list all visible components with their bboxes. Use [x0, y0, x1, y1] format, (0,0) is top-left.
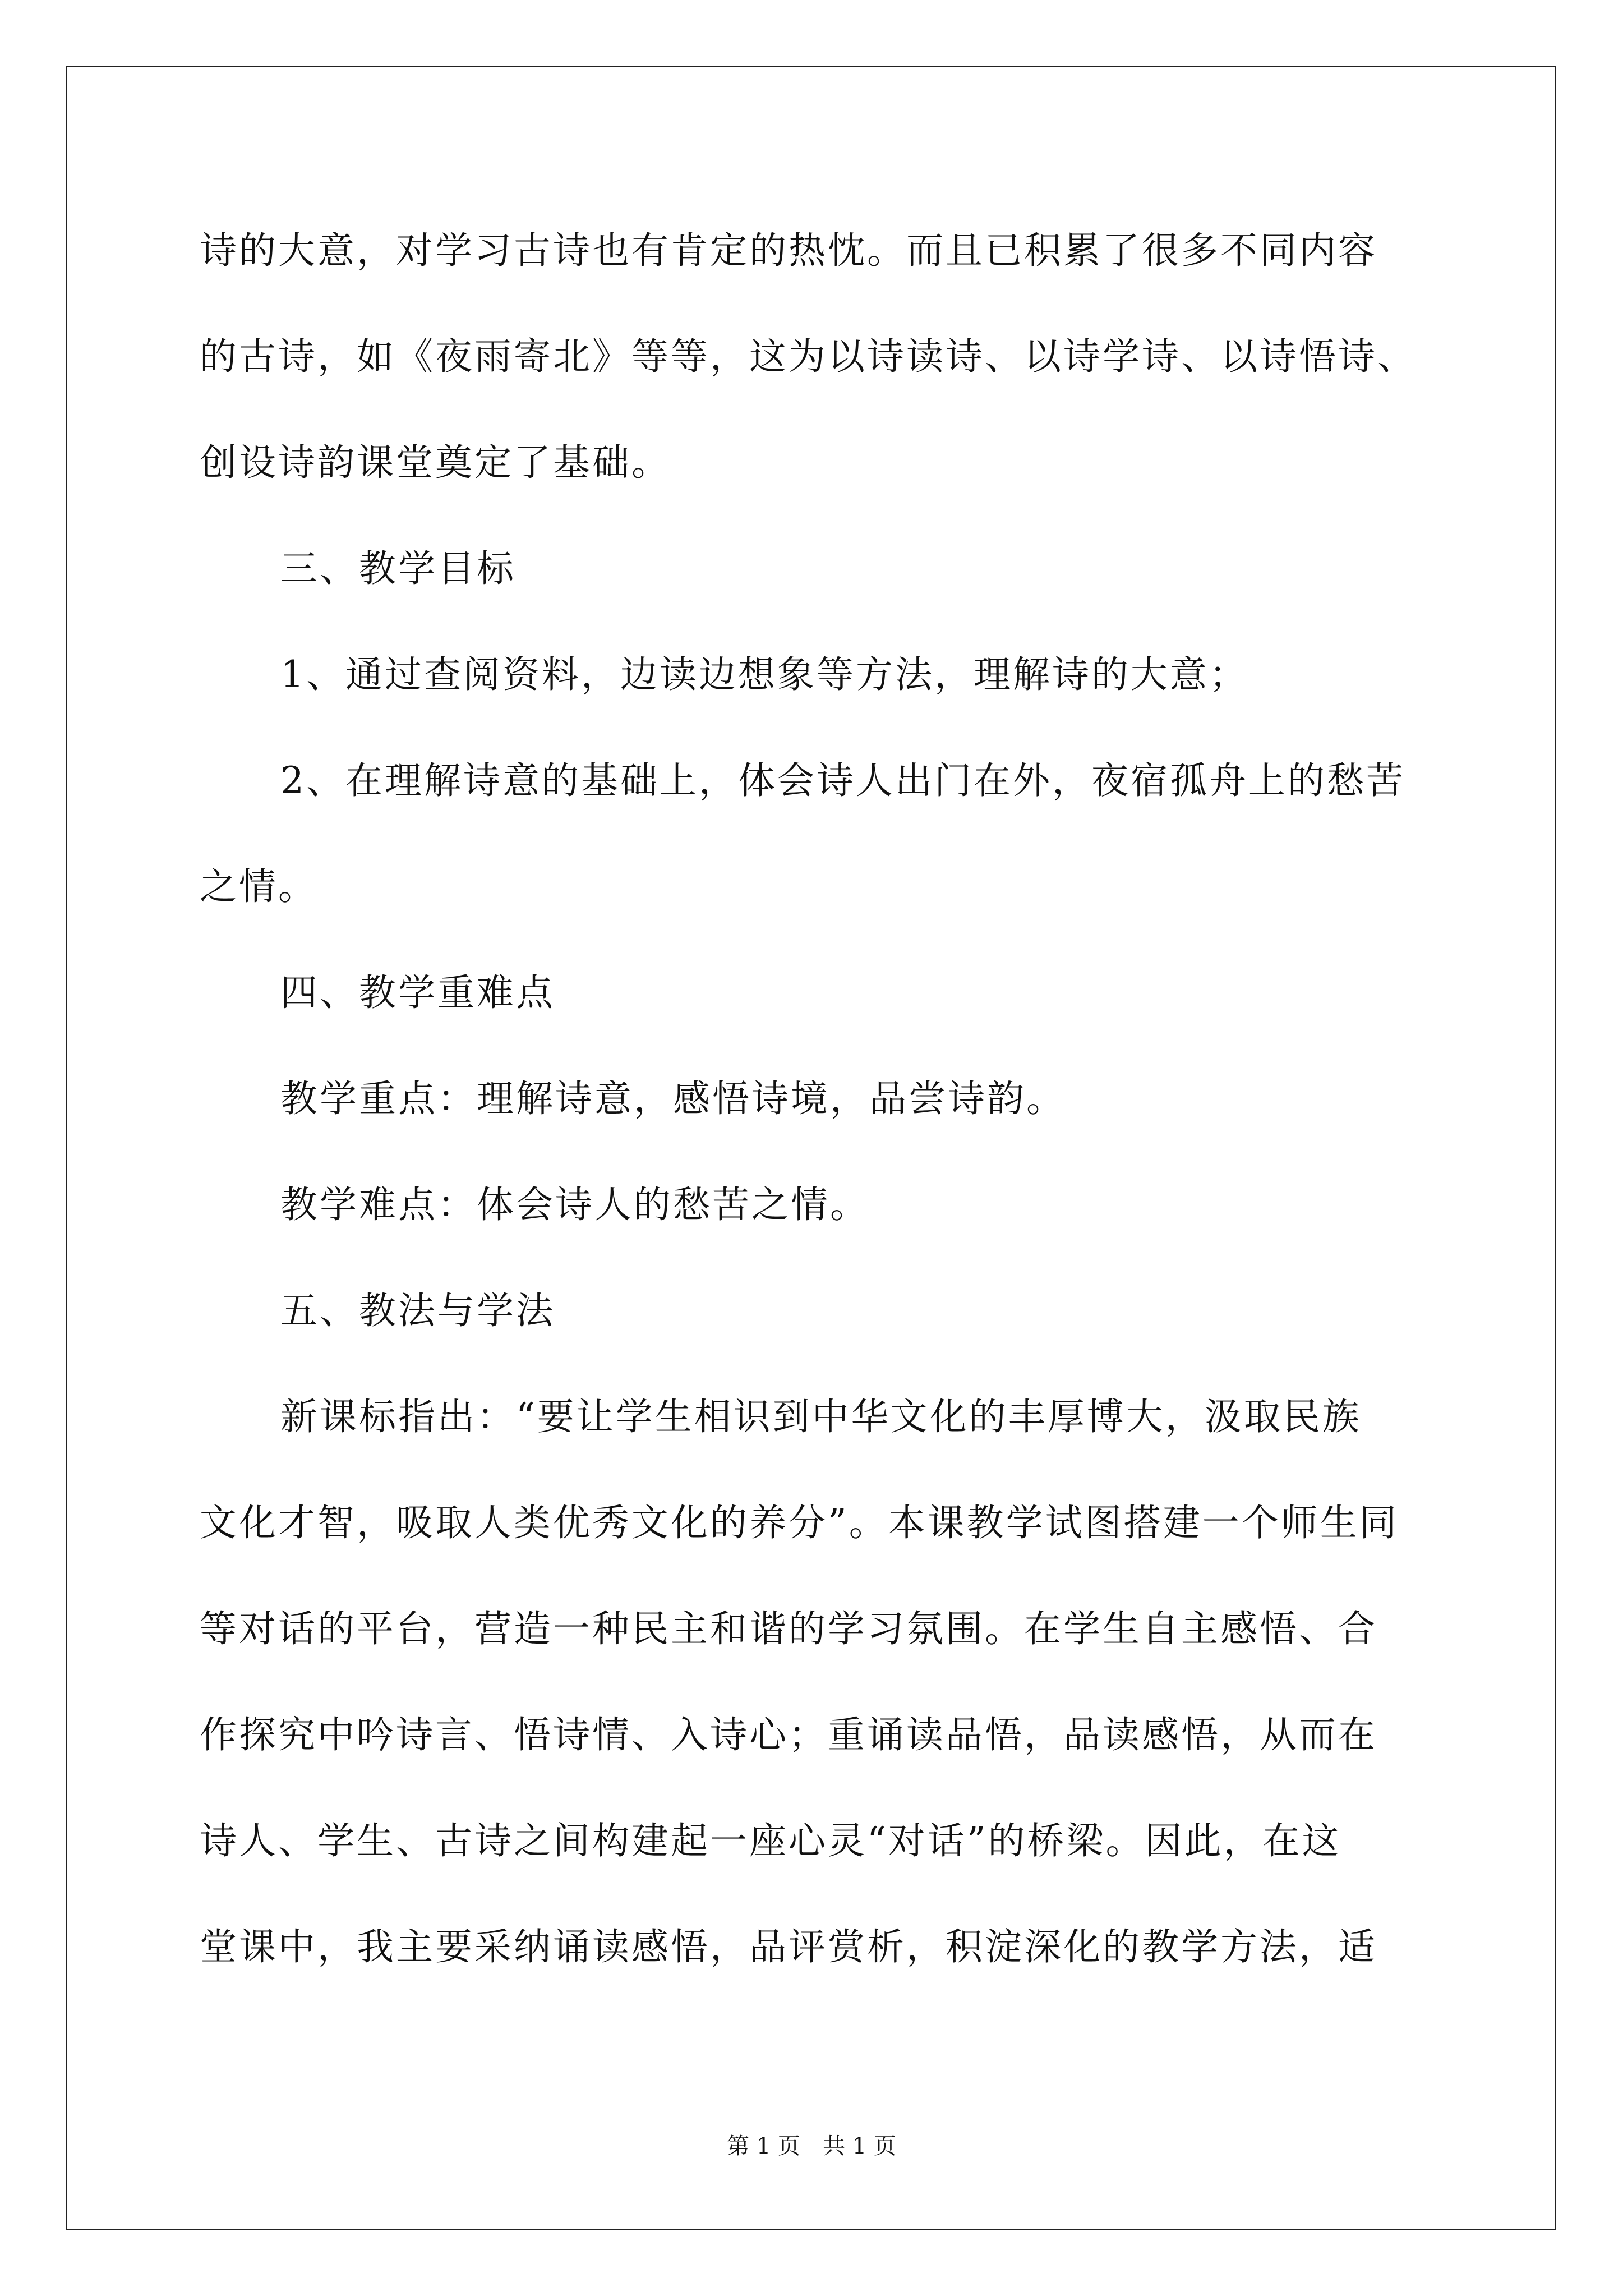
text-line: 2、在理解诗意的基础上，体会诗人出门在外，夜宿孤舟上的愁苦	[280, 759, 1405, 802]
text-line: 新课标指出：“要让学生相识到中华文化的丰厚博大，汲取民族	[280, 1395, 1362, 1438]
text-line: 之情。	[200, 865, 317, 908]
text-line: 的古诗，如《夜雨寄北》等等，这为以诗读诗、以诗学诗、以诗悟诗、	[200, 335, 1417, 378]
section-heading: 五、教法与学法	[280, 1289, 555, 1332]
text-line: 等对话的平台，营造一种民主和谐的学习氛围。在学生自主感悟、合	[200, 1607, 1377, 1650]
section-heading: 三、教学目标	[280, 547, 516, 590]
text-line: 教学重点：理解诗意，感悟诗境，品尝诗韵。	[280, 1077, 1066, 1120]
page-footer: 第 1 页 共 1 页	[727, 2133, 896, 2159]
text-line: 1、通过查阅资料，边读边想象等方法，理解诗的大意；	[280, 653, 1248, 696]
text-line: 作探究中吟诗言、悟诗情、入诗心；重诵读品悟，品读感悟，从而在	[200, 1713, 1377, 1756]
page-border	[66, 66, 1556, 2230]
text-line: 创设诗韵课堂奠定了基础。	[200, 441, 671, 484]
section-heading: 四、教学重难点	[280, 971, 555, 1014]
text-line: 诗的大意，对学习古诗也有肯定的热忱。而且已积累了很多不同内容	[200, 229, 1377, 272]
text-line: 文化才智，吸取人类优秀文化的养分”。本课教学试图搭建一个师生同	[200, 1501, 1399, 1544]
text-line: 堂课中，我主要采纳诵读感悟，品评赏析，积淀深化的教学方法，适	[200, 1925, 1377, 1968]
text-line: 教学难点：体会诗人的愁苦之情。	[280, 1183, 869, 1226]
text-line: 诗人、学生、古诗之间构建起一座心灵“对话”的桥梁。因此，在这	[200, 1819, 1341, 1862]
